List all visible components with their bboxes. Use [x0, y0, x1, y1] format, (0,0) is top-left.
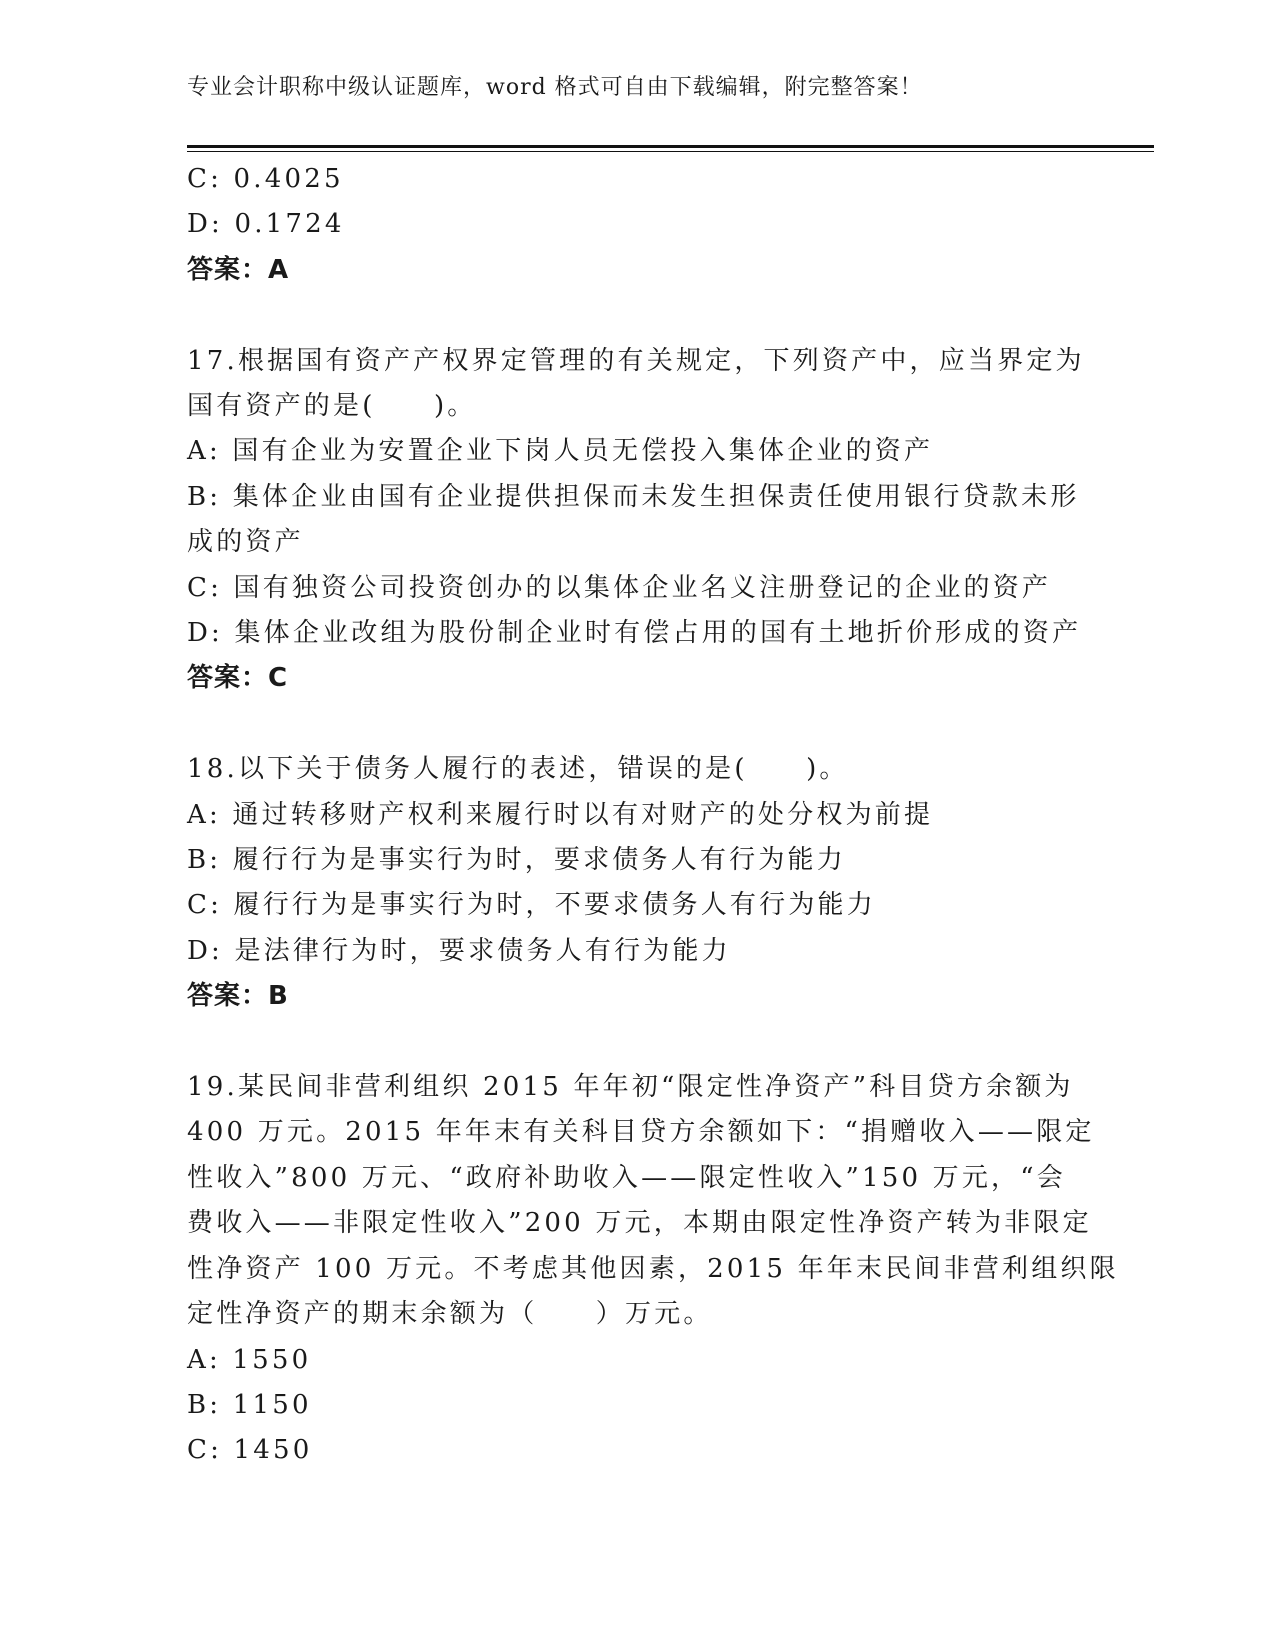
question-stem: 性收入”800 万元、“政府补助收入——限定性收入”150 万元，“会	[187, 1162, 1066, 1193]
question-stem: 费收入——非限定性收入”200 万元，本期由限定性净资产转为非限定	[187, 1208, 1092, 1239]
option-c: C: 履行行为是事实行为时，不要求债务人有行为能力	[187, 890, 876, 921]
option-a: A: 国有企业为安置企业下岗人员无偿投入集体企业的资产	[187, 436, 934, 467]
spacer	[187, 1020, 1087, 1065]
answer: 答案：C	[187, 663, 289, 694]
option-a: A: 1550	[187, 1344, 312, 1375]
question-stem: 18.以下关于债务人履行的表述，错误的是( )。	[187, 754, 849, 785]
option-c: C: 1450	[187, 1435, 313, 1466]
answer: 答案：B	[187, 981, 289, 1012]
option-c: C: 0.4025	[187, 164, 344, 194]
spacer	[187, 702, 1087, 747]
question-18	[187, 747, 1087, 1019]
option-d: D: 0.1724	[187, 209, 345, 240]
option-b: B: 履行行为是事实行为时，要求债务人有行为能力	[187, 845, 846, 876]
question-stem: 17.根据国有资产产权界定管理的有关规定，下列资产中，应当界定为	[187, 345, 1085, 376]
question-stem: 国有资产的是( )。	[187, 391, 477, 422]
question-19	[187, 1065, 1119, 1474]
question-stem: 19.某民间非营利组织 2015 年年初“限定性净资产”科目贷方余额为	[187, 1072, 1074, 1103]
option-d: D: 集体企业改组为股份制企业时有偿占用的国有土地折价形成的资产	[187, 618, 1082, 649]
option-d: D: 是法律行为时，要求债务人有行为能力	[187, 935, 731, 966]
option-b: B: 集体企业由国有企业提供担保而未发生担保责任使用银行贷款未形	[187, 481, 1080, 512]
option-a: A: 通过转移财产权利来履行时以有对财产的处分权为前提	[187, 799, 934, 830]
header-divider-thick	[187, 145, 1154, 148]
option-b: B: 1150	[187, 1389, 312, 1420]
option-c: C: 国有独资公司投资创办的以集体企业名义注册登记的企业的资产	[187, 572, 1052, 603]
answer: 答案：A	[187, 254, 290, 285]
page-header: 专业会计职称中级认证题库，word 格式可自由下载编辑，附完整答案！	[187, 75, 923, 100]
question-stem: 性净资产 100 万元。不考虑其他因素，2015 年年末民间非营利组织限	[187, 1253, 1119, 1284]
header-divider-thin	[187, 151, 1154, 152]
spacer	[187, 293, 1087, 338]
question-17	[187, 339, 1087, 702]
option-b: 成的资产	[187, 527, 304, 558]
question-16-tail	[187, 157, 1087, 293]
question-stem: 400 万元。2015 年年末有关科目贷方余额如下：“捐赠收入——限定	[187, 1117, 1095, 1148]
document-body	[187, 157, 1119, 1474]
question-stem: 定性净资产的期末余额为（ ）万元。	[187, 1299, 713, 1330]
